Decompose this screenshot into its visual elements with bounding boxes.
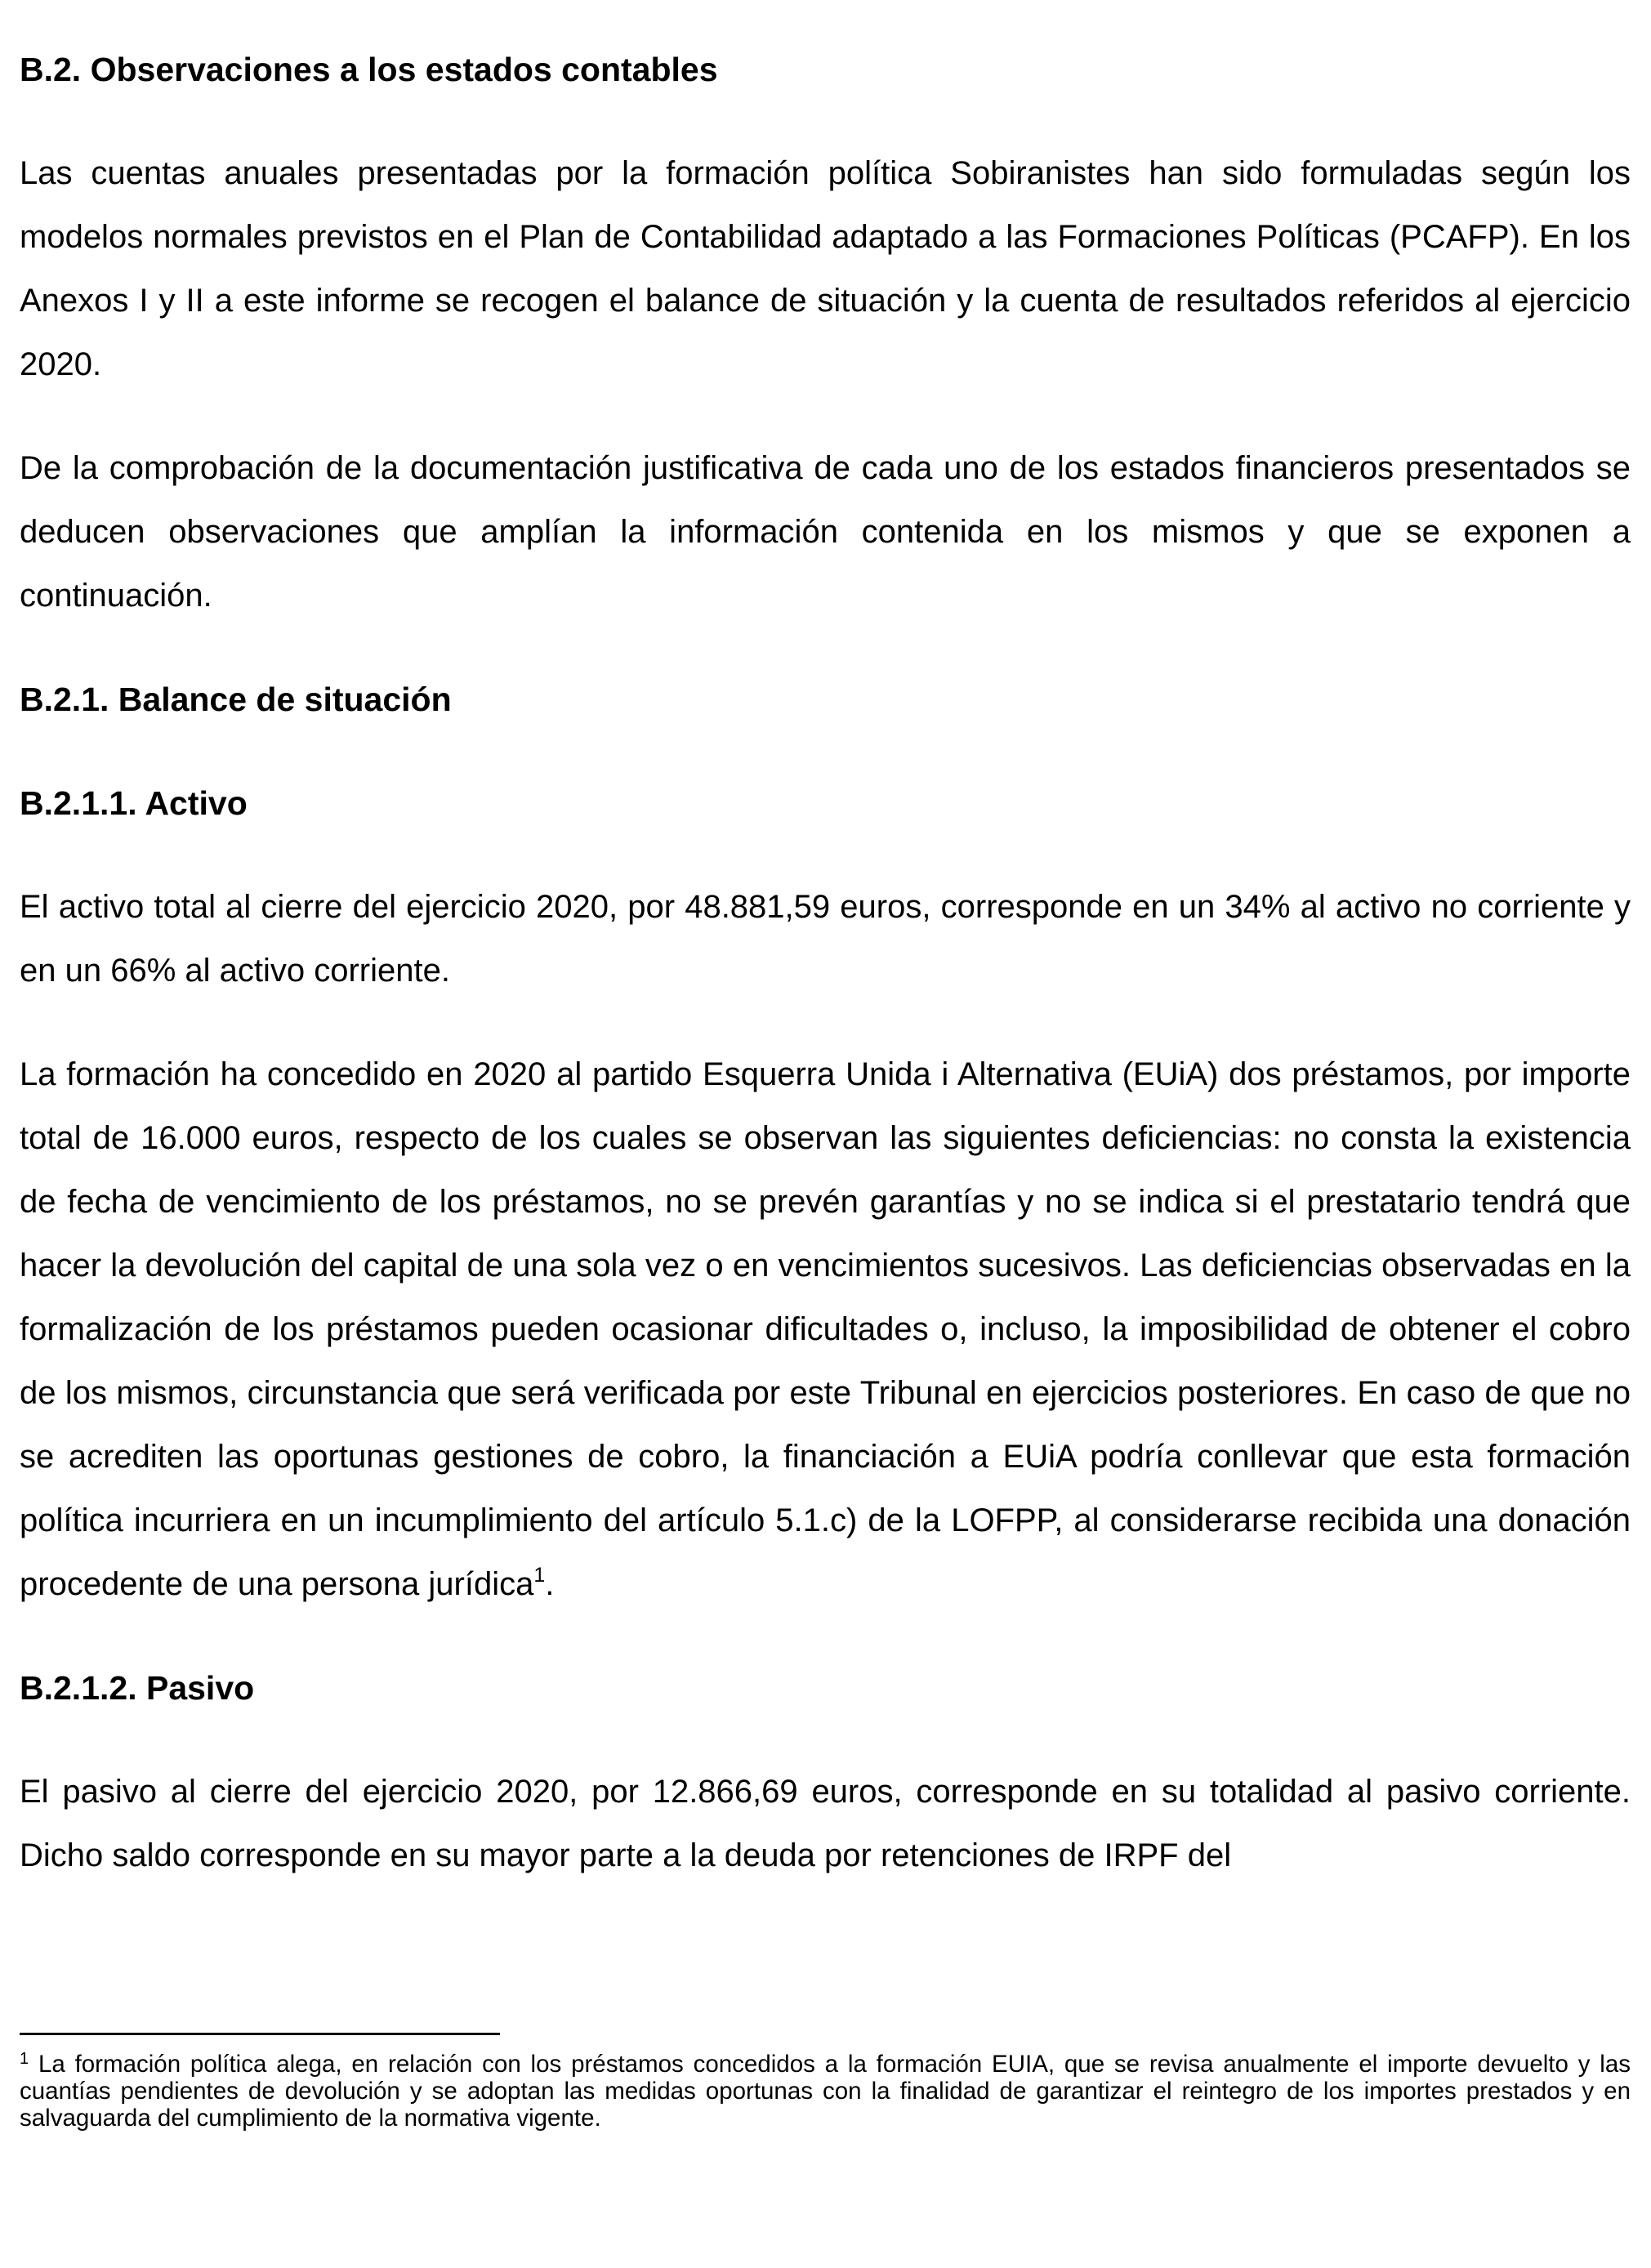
footnote: [20, 2051, 1631, 2132]
balance-heading: B.2.1. Balance de situación: [20, 681, 452, 718]
footnote-separator: [20, 2033, 500, 2035]
comprobacion-paragraph: De la comprobación de la documentación justificativa de cada uno de los estados financieros presentados se deducen observaciones que amplían la información contenida en los mismos y que se exponen a continuación.: [20, 450, 1631, 614]
prestamos-period: .: [545, 1566, 555, 1602]
prestamos-paragraph: [20, 1042, 1631, 1616]
prestamos-text: La formación ha concedido en 2020 al partido Esquerra Unida i Alternativa (EUiA) dos préstamos, por importe total de 16.000 euros, respecto de los cuales se observan las siguientes deficiencias: no consta la existencia de fecha de vencimiento de los préstamos, no se prevén garantías y no se indica si el prestatario tendrá que hacer la devolución del capital de una sola vez o en vencimientos sucesivos. Las deficiencias observadas en la formalización de los préstamos pueden ocasionar dificultades o, incluso, la imposibilidad de obtener el cobro de los mismos, circunstancia que será verificada por este Tribunal en ejercicios posteriores. En caso de que no se acrediten las oportunas gestiones de cobro, la financiación a EUiA podría conllevar que esta formación política incurriera en un incumplimiento del artículo 5.1.c) de la LOFPP, al considerarse recibida una donación procedente de una persona jurídica: [20, 1056, 1631, 1602]
pasivo-heading: B.2.1.2. Pasivo: [20, 1669, 255, 1707]
activo-heading: B.2.1.1. Activo: [20, 784, 248, 822]
footnote-number: 1: [20, 2050, 29, 2068]
footnote-text: La formación política alega, en relación con los préstamos concedidos a la formación EUIA, que se revisa anualmente el importe devuelto y las cuantías pendientes de devolución y se adoptan las medidas oportunas con la finalidad de garantizar el reintegro de los importes prestados y en salvaguarda del cumplimiento de la normativa vigente.: [20, 2051, 1631, 2132]
section-heading: B.2. Observaciones a los estados contables: [20, 51, 718, 88]
document-body: [20, 38, 1631, 1927]
footnote-reference: 1: [533, 1564, 546, 1587]
activo-paragraph: El activo total al cierre del ejercicio 2020, por 48.881,59 euros, corresponde en un 34% al activo no corriente y en un 66% al activo corriente.: [20, 889, 1631, 989]
intro-paragraph: Las cuentas anuales presentadas por la formación política Sobiranistes han sido formuladas según los modelos normales previstos en el Plan de Contabilidad adaptado a las Formaciones Políticas (PCAFP). En los Anexos I y II a este informe se recogen el balance de situación y la cuenta de resultados referidos al ejercicio 2020.: [20, 155, 1631, 382]
pasivo-paragraph: El pasivo al cierre del ejercicio 2020, por 12.866,69 euros, corresponde en su totalidad al pasivo corriente. Dicho saldo corresponde en su mayor parte a la deuda por retenciones de IRPF del: [20, 1774, 1631, 1873]
